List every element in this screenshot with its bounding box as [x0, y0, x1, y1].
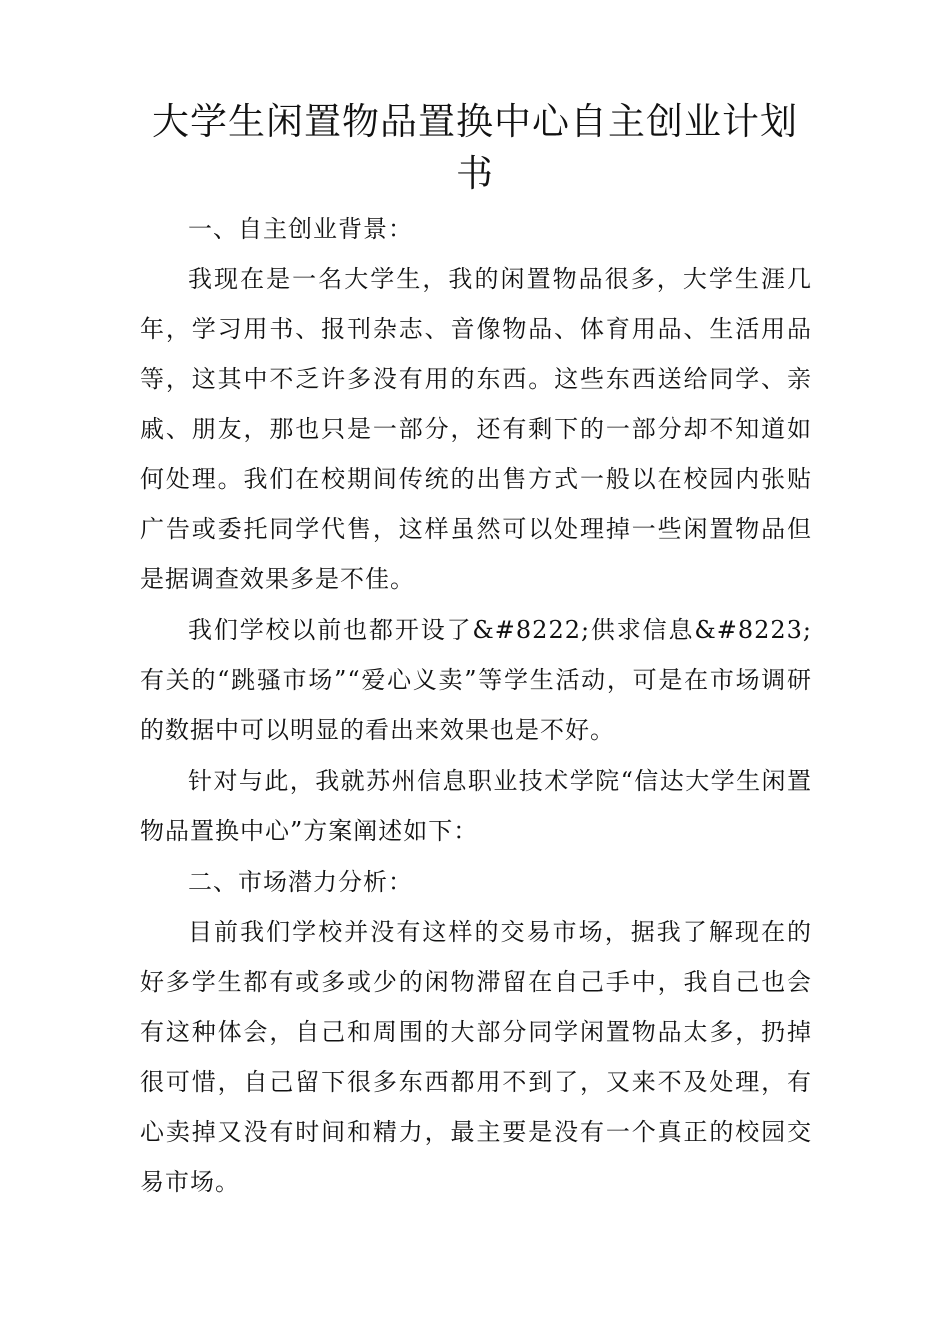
section-heading-market-analysis: 二、市场潜力分析： — [188, 868, 413, 896]
paragraph-background-2: 我们学校以前也都开设了&#8222;供求信息&#8223;有关的“跳骚市场”“爱心义卖”等学生活动，可是在市场调研的数据中可以明显的看出来效果也是不好。 — [140, 616, 812, 744]
paragraph-market-analysis-1: 目前我们学校并没有这样的交易市场，据我了解现在的好多学生都有或多或少的闲物滞留在自己手中，我自己也会有这种体会，自己和周围的大部分同学闲置物品太多，扔掉很可惜，自己留下很多东西都用不到了，又来不及处理，有心卖掉又没有时间和精力，最主要是没有一个真正的校园交易市场。 — [140, 918, 812, 1196]
paragraph-background-3: 针对与此，我就苏州信息职业技术学院“信达大学生闲置物品置换中心”方案阐述如下： — [140, 767, 812, 845]
paragraph-background-1: 我现在是一名大学生，我的闲置物品很多，大学生涯几年，学习用书、报刊杂志、音像物品、体育用品、生活用品等，这其中不乏许多没有用的东西。这些东西送给同学、亲戚、朋友，那也只是一部分，还有剩下的一部分却不知道如何处理。我们在校期间传统的出售方式一般以在校园内张贴广告或委托同学代售，这样虽然可以处理掉一些闲置物品但是据调查效果多是不佳。 — [140, 265, 812, 593]
document-title: 大学生闲置物品置换中心自主创业计划书 — [152, 100, 798, 195]
document-body — [140, 204, 812, 1208]
section-heading-background: 一、自主创业背景： — [188, 215, 413, 243]
